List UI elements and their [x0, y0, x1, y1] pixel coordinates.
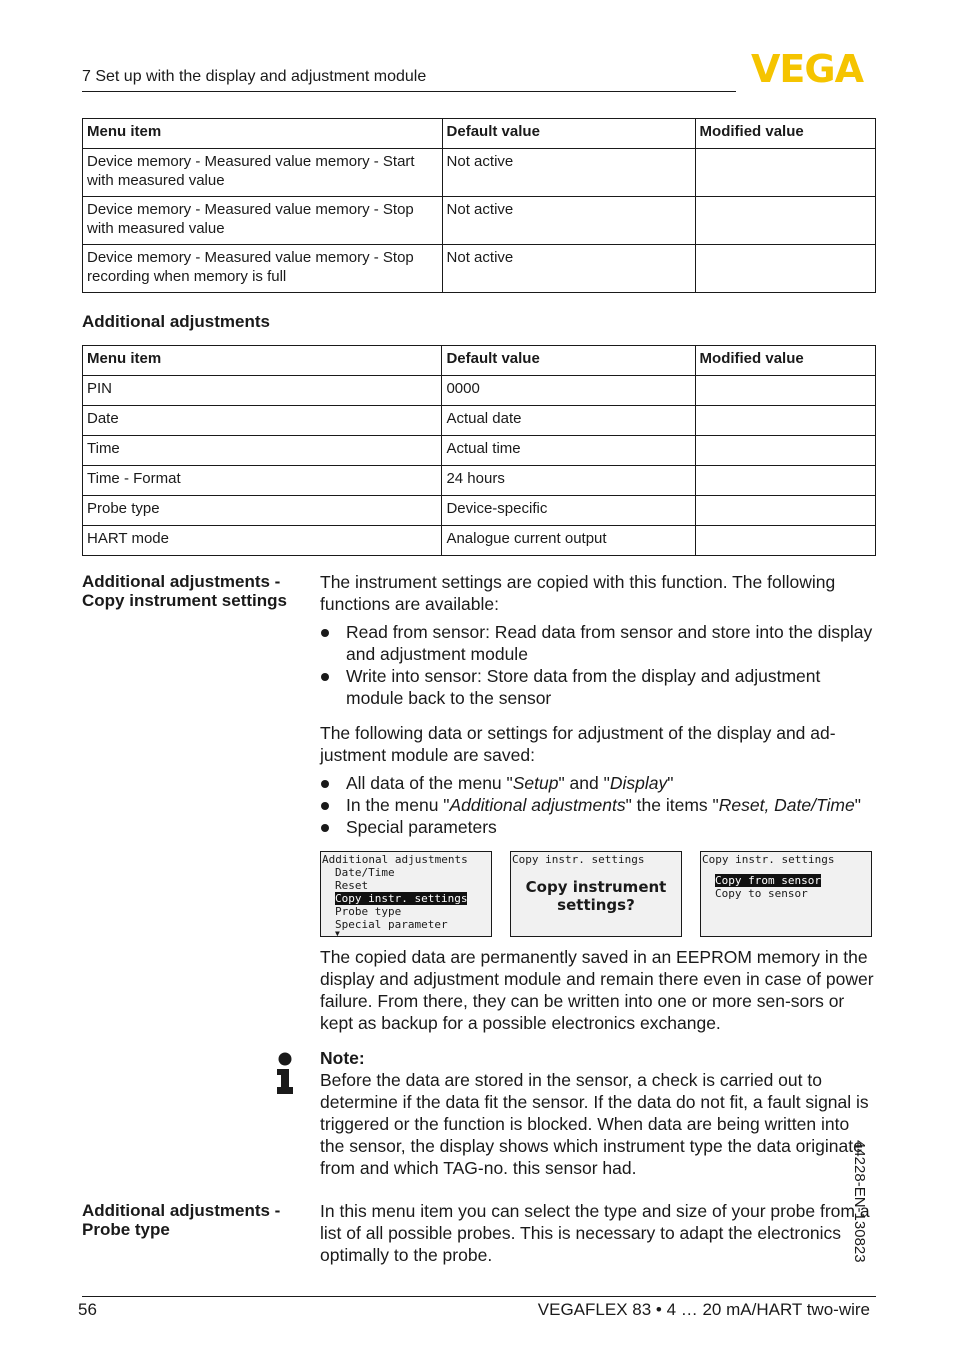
section-title: 7 Set up with the display and adjustment module — [82, 68, 427, 85]
copy-intro: The instrument settings are copied with this function. The following functions are available: — [320, 572, 836, 614]
table-row — [83, 436, 876, 466]
cell: Device memory - Measured value memory - Stop with measured value — [83, 197, 443, 245]
lcd-title: Copy instr. settings — [512, 853, 645, 866]
lcd-title: Additional adjustments — [322, 853, 468, 866]
col-header: Menu item — [83, 346, 442, 376]
cell: Device-specific — [442, 496, 695, 526]
table-row — [83, 526, 876, 556]
note-block — [320, 1047, 876, 1179]
side-title-line: Additional adjustments - — [82, 1201, 281, 1220]
cell — [695, 436, 875, 466]
page-number: 56 — [78, 1300, 97, 1319]
table-row — [83, 406, 876, 436]
lcd-screen-confirm — [510, 851, 682, 937]
lcd-item: Reset — [335, 879, 369, 892]
cell — [695, 245, 875, 293]
cell: Not active — [442, 197, 695, 245]
note-text: Before the data are stored in the sensor, a check is carried out to determine if the data fit the sensor. If the data do not fit, a fault signal is triggered or the function is blocked. When data are being written into the sensor, the display shows which instrument type the data originate from and which TAG-no. this sensor had. — [320, 1070, 869, 1178]
additional-adjustments-heading: Additional adjustments — [82, 312, 270, 331]
lcd-item: Special parameter — [335, 918, 448, 931]
eeprom-text: The copied data are permanently saved in an EEPROM memory in the display and adjustment module and remain there even in case of power failure. From there, they can be written into one or more sen-sors or kept as backup for a possible electronics exchange. — [320, 947, 874, 1033]
saved-intro: The following data or settings for adjustment of the display and ad-justment module are saved: — [320, 723, 836, 765]
lcd-title: Copy instr. settings — [702, 853, 835, 866]
cell — [695, 376, 875, 406]
lcd-question — [512, 878, 680, 914]
cell: Not active — [442, 245, 695, 293]
lcd-question-line: settings? — [557, 896, 635, 914]
list-item: Special parameters — [320, 816, 876, 838]
cell: Not active — [442, 149, 695, 197]
col-header: Menu item — [83, 119, 443, 149]
probe-type-body — [320, 1200, 876, 1266]
function-list — [320, 621, 876, 709]
cell — [695, 406, 875, 436]
table-row — [83, 245, 876, 293]
copy-settings-body — [320, 571, 876, 838]
lcd-question-line: Copy instrument — [525, 878, 667, 896]
footer-product-title: VEGAFLEX 83 • 4 … 20 mA/HART two-wire — [537, 1300, 870, 1319]
header-rule — [82, 91, 736, 92]
table-row — [83, 466, 876, 496]
eeprom-paragraph — [320, 946, 876, 1034]
col-header: Modified value — [695, 119, 875, 149]
col-header: Default value — [442, 346, 695, 376]
lcd-screen-direction — [700, 851, 872, 937]
lcd-screen-menu — [320, 851, 492, 937]
document-number: 44228-EN-130823 — [851, 1140, 868, 1263]
list-item: All data of the menu "Setup" and "Display" — [320, 772, 876, 794]
col-header: Modified value — [695, 346, 875, 376]
copy-settings-side-title — [82, 572, 312, 610]
list-item: Write into sensor: Store data from the display and adjustment module back to the sensor — [320, 665, 876, 709]
side-title-line: Additional adjustments - — [82, 572, 281, 591]
lcd-item: Probe type — [335, 905, 402, 918]
cell: Probe type — [83, 496, 442, 526]
note-title: Note: — [320, 1048, 365, 1068]
svg-text:VEGA: VEGA — [751, 50, 863, 86]
cell: 24 hours — [442, 466, 695, 496]
table-row — [83, 149, 876, 197]
cell — [695, 526, 875, 556]
lcd-item-selected: Copy from sensor — [715, 874, 821, 887]
saved-list — [320, 772, 876, 838]
lcd-item: Date/Time — [335, 866, 395, 879]
table-row — [83, 197, 876, 245]
cell — [695, 149, 875, 197]
table-row — [83, 496, 876, 526]
lcd-item-selected: Copy instr. settings — [335, 892, 468, 905]
table-row — [83, 376, 876, 406]
footer-rule — [82, 1296, 876, 1297]
cell: Actual date — [442, 406, 695, 436]
scroll-down-icon: ▼ — [335, 929, 340, 938]
cell — [695, 197, 875, 245]
list-item: In the menu "Additional adjustments" the items "Reset, Date/Time" — [320, 794, 876, 816]
cell: Device memory - Measured value memory - Start with measured value — [83, 149, 443, 197]
probe-type-text: In this menu item you can select the type and size of your probe from a list of all possible probes. This is necessary to adapt the electronics optimally to the probe. — [320, 1201, 870, 1265]
device-memory-table — [82, 118, 876, 293]
side-title-line: Copy instrument settings — [82, 591, 287, 610]
lcd-item: Copy to sensor — [715, 887, 808, 900]
probe-type-side-title — [82, 1201, 312, 1239]
list-item: Read from sensor: Read data from sensor and store into the display and adjustment module — [320, 621, 876, 665]
cell: PIN — [83, 376, 442, 406]
col-header: Default value — [442, 119, 695, 149]
cell: Analogue current output — [442, 526, 695, 556]
cell: 0000 — [442, 376, 695, 406]
info-note-icon — [272, 1052, 298, 1094]
cell: Actual time — [442, 436, 695, 466]
cell: Date — [83, 406, 442, 436]
vega-logo — [740, 50, 874, 86]
cell: Time - Format — [83, 466, 442, 496]
additional-adjustments-table — [82, 345, 876, 556]
side-title-line: Probe type — [82, 1220, 170, 1239]
cell — [695, 496, 875, 526]
cell — [695, 466, 875, 496]
cell: Device memory - Measured value memory - Stop recording when memory is full — [83, 245, 443, 293]
cell: Time — [83, 436, 442, 466]
cell: HART mode — [83, 526, 442, 556]
